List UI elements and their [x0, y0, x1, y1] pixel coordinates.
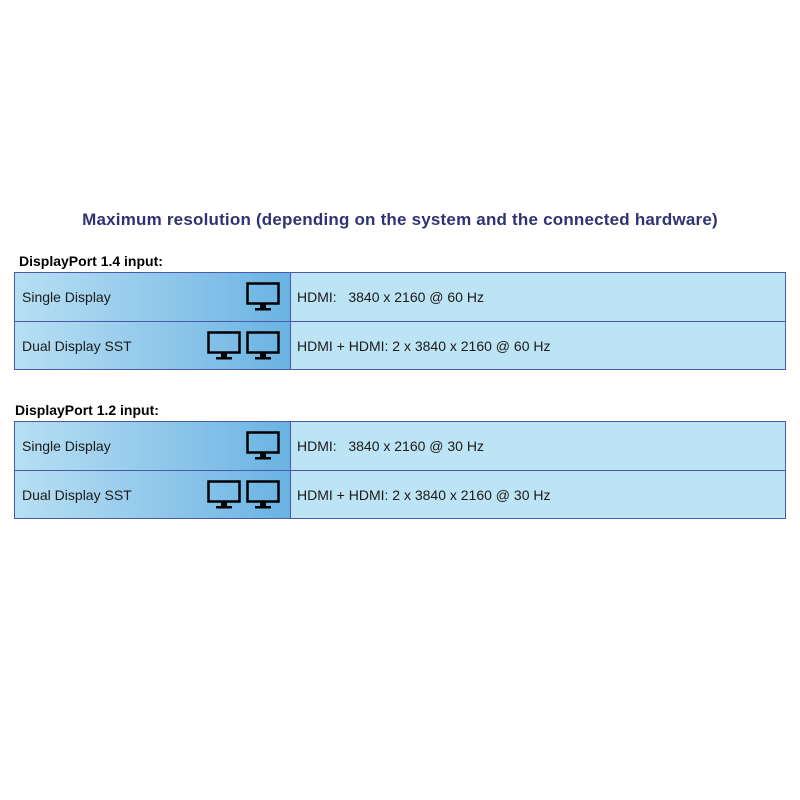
- resolution-value: HDMI: 3840 x 2160 @ 30 Hz: [297, 438, 484, 454]
- resolution-value: HDMI: 3840 x 2160 @ 60 Hz: [297, 289, 484, 305]
- monitor-icon: [246, 282, 280, 312]
- section-heading-dp14: DisplayPort 1.4 input:: [19, 253, 163, 269]
- mode-label: Dual Display SST: [22, 486, 132, 503]
- resolution-cell: [291, 322, 785, 369]
- table-row: [15, 470, 785, 518]
- resolution-table-dp14: [14, 272, 786, 370]
- monitor-icon: [246, 431, 280, 461]
- monitor-icons: [246, 282, 280, 312]
- monitor-icon: [246, 331, 280, 361]
- resolution-cell: [291, 471, 785, 518]
- monitor-icon: [207, 331, 241, 361]
- monitor-icons: [207, 480, 280, 510]
- monitor-icon: [246, 480, 280, 510]
- monitor-icons: [246, 431, 280, 461]
- resolution-cell: [291, 273, 785, 321]
- mode-label: Single Display: [22, 438, 111, 454]
- table-row: [15, 321, 785, 369]
- page-title: Maximum resolution (depending on the system and the connected hardware): [82, 210, 718, 229]
- monitor-icon: [207, 480, 241, 510]
- mode-label: Dual Display SST: [22, 337, 132, 354]
- mode-label: Single Display: [22, 289, 111, 305]
- resolution-table-dp12: [14, 421, 786, 519]
- mode-cell: [15, 273, 291, 321]
- monitor-icons: [207, 331, 280, 361]
- mode-cell: [15, 471, 291, 518]
- resolution-value: HDMI + HDMI: 2 x 3840 x 2160 @ 60 Hz: [297, 337, 551, 354]
- resolution-cell: [291, 422, 785, 470]
- mode-cell: [15, 422, 291, 470]
- table-row: [15, 273, 785, 321]
- section-heading-dp12: DisplayPort 1.2 input:: [15, 402, 159, 418]
- table-row: [15, 422, 785, 470]
- resolution-value: HDMI + HDMI: 2 x 3840 x 2160 @ 30 Hz: [297, 486, 551, 503]
- mode-cell: [15, 322, 291, 369]
